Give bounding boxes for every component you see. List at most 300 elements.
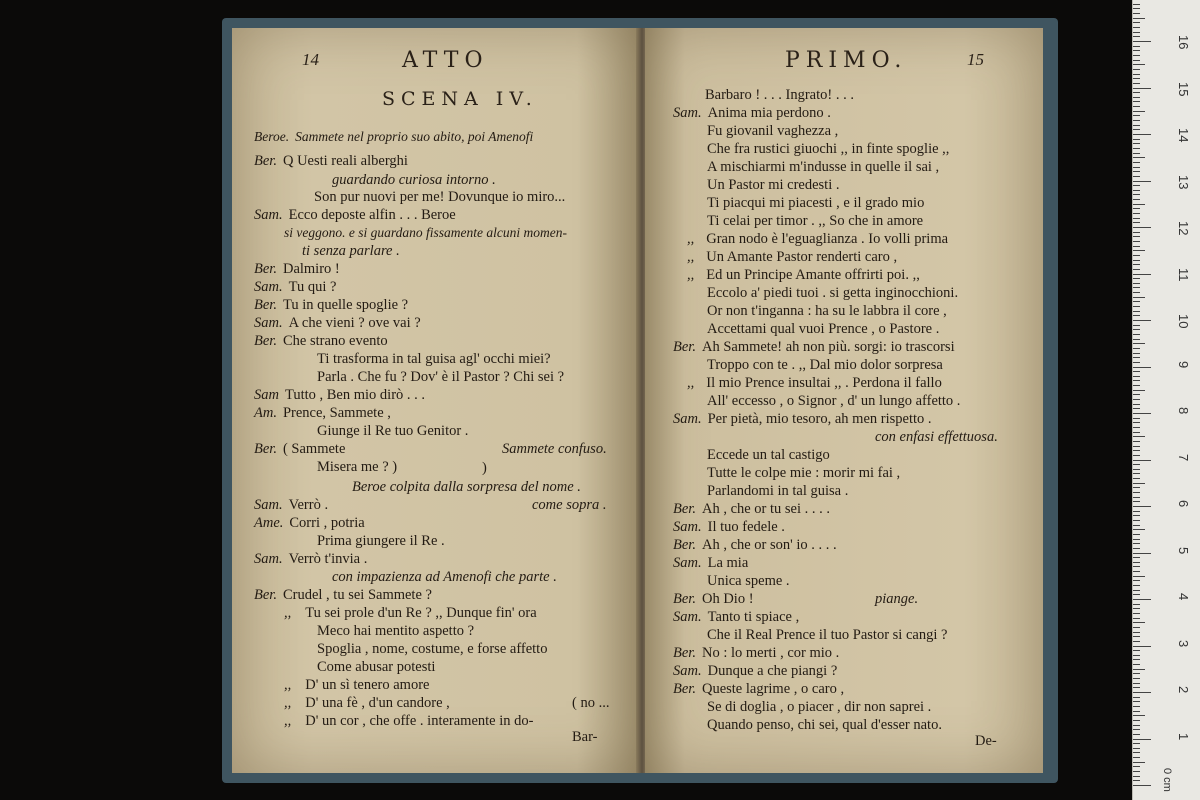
line-text: Che fra rustici giuochi ,, in finte spoglie ,, [707, 141, 950, 157]
line-text: Un Amante Pastor renderti caro , [706, 249, 898, 265]
line-text: Dunque a che piangi ? [707, 663, 838, 679]
text-line [254, 296, 408, 314]
line-text: Tu sei prole d'un Re ? ,, Dunque fin' ora [305, 605, 537, 621]
measuring-ruler [1132, 0, 1200, 800]
text-line [317, 350, 551, 368]
ruler-tick [1133, 367, 1151, 368]
ruler-tick [1133, 301, 1140, 302]
text-line [254, 128, 533, 146]
ruler-tick [1133, 311, 1140, 312]
ruler-tick [1133, 380, 1140, 381]
ruler-tick [1133, 8, 1140, 9]
ruler-tick [1133, 585, 1140, 586]
text-line [707, 212, 923, 230]
ruler-tick [1133, 757, 1140, 758]
text-line [572, 694, 609, 712]
ruler-tick [1133, 432, 1140, 433]
ruler-tick [1133, 153, 1140, 154]
line-text: Ed un Principe Amante offrirti poi. ,, [706, 267, 920, 283]
line-text: Anima mia perdono . [707, 105, 831, 121]
speaker-label: Beroe. [254, 129, 290, 144]
ruler-tick [1133, 27, 1140, 28]
line-text: Fu giovanil vaghezza , [707, 123, 839, 139]
text-line [302, 242, 400, 260]
text-line [572, 728, 597, 746]
ruler-tick [1133, 683, 1140, 684]
ruler-tick [1133, 487, 1140, 488]
ruler-number: 7 [1176, 453, 1191, 461]
ruler-tick [1133, 780, 1140, 781]
ruler-tick [1133, 194, 1140, 195]
ruler-tick [1133, 320, 1151, 321]
ruler-tick [1133, 283, 1140, 284]
line-text: Beroe colpita dalla sorpresa del nome . [352, 479, 581, 495]
text-line [532, 496, 607, 514]
ruler-tick [1133, 752, 1140, 753]
line-text: Verrò . [288, 497, 329, 513]
line-text: Come abusar potesti [317, 659, 436, 675]
line-text: Ti trasforma in tal guisa agl' occhi miei? [317, 351, 551, 367]
text-line [707, 176, 840, 194]
line-text: Un Pastor mi credesti . [707, 177, 840, 193]
speaker-label: Sam. [254, 497, 283, 513]
text-line [254, 586, 432, 604]
ruler-tick [1133, 222, 1140, 223]
line-text: Quando penso, chi sei, qual d'esser nato. [707, 717, 942, 733]
line-text: si veggono. e si guardano fissamente alcuni momen- [284, 225, 567, 240]
text-line [317, 368, 564, 386]
line-text: Meco hai mentito aspetto ? [317, 623, 475, 639]
speaker-label: Ber. [673, 339, 696, 355]
text-line [254, 278, 336, 296]
line-text: Ti celai per timor . ,, So che in amore [707, 213, 924, 229]
ruler-tick [1133, 297, 1145, 298]
speaker-label: ,, [687, 231, 695, 247]
ruler-tick [1133, 613, 1140, 614]
ruler-tick [1133, 436, 1145, 437]
line-text: con impazienza ad Amenofi che parte . [332, 569, 557, 585]
ruler-tick [1133, 697, 1140, 698]
speaker-label: Ber. [673, 537, 696, 553]
ruler-tick [1133, 74, 1140, 75]
text-line [673, 500, 830, 518]
ruler-number: 16 [1176, 35, 1191, 50]
ruler-tick [1133, 129, 1140, 130]
text-line [352, 478, 581, 496]
ruler-tick [1133, 766, 1140, 767]
text-line [707, 284, 958, 302]
ruler-tick [1133, 60, 1140, 61]
page-number-left: 14 [302, 50, 319, 69]
ruler-number: 5 [1176, 546, 1191, 554]
text-line [317, 422, 468, 440]
text-line [254, 206, 456, 224]
text-line [284, 694, 450, 712]
text-line [687, 374, 942, 392]
speaker-label: Sam. [673, 411, 702, 427]
text-line [673, 338, 955, 356]
speaker-label: Sam. [254, 315, 283, 331]
line-text: Sammete confuso. [502, 441, 607, 457]
ruler-tick [1133, 632, 1140, 633]
ruler-tick [1133, 706, 1140, 707]
ruler-tick [1133, 506, 1151, 507]
ruler-tick [1133, 743, 1140, 744]
ruler-tick [1133, 55, 1140, 56]
ruler-tick [1133, 464, 1140, 465]
ruler-tick [1133, 46, 1140, 47]
ruler-tick [1133, 446, 1140, 447]
ruler-tick [1133, 729, 1140, 730]
text-line [254, 386, 425, 404]
text-line [673, 590, 754, 608]
ruler-tick [1133, 734, 1140, 735]
text-line [707, 122, 838, 140]
line-text: Troppo con te . ,, Dal mio dolor sorpresa [707, 357, 943, 373]
line-text: ti senza parlare . [302, 243, 400, 259]
ruler-number: 9 [1176, 360, 1191, 368]
text-line [284, 224, 567, 242]
line-text: Che strano evento [282, 333, 388, 349]
ruler-tick [1133, 622, 1145, 623]
text-line [673, 104, 831, 122]
text-line [254, 440, 345, 458]
speaker-label: Ber. [254, 587, 277, 603]
ruler-tick [1133, 599, 1151, 600]
ruler-tick [1133, 580, 1140, 581]
ruler-tick [1133, 13, 1140, 14]
left-page [232, 28, 639, 773]
ruler-tick [1133, 539, 1140, 540]
ruler-tick [1133, 32, 1140, 33]
speaker-label: Ber. [254, 153, 277, 169]
ruler-tick [1133, 404, 1140, 405]
ruler-tick [1133, 348, 1140, 349]
ruler-tick [1133, 88, 1151, 89]
line-text: ( Sammete [282, 441, 346, 457]
line-text: A che vieni ? ove vai ? [288, 315, 421, 331]
text-line [707, 482, 848, 500]
page-number-right: 15 [967, 50, 984, 69]
line-text: Gran nodo è l'eguaglianza . Io volli prima [706, 231, 949, 247]
speaker-label: Ber. [673, 645, 696, 661]
ruler-tick [1133, 260, 1140, 261]
line-text: Ah , che or tu sei . . . . [701, 501, 831, 517]
line-text: Parla . Che fu ? Dov' è il Pastor ? Chi sei ? [317, 369, 565, 385]
ruler-tick [1133, 250, 1145, 251]
ruler-tick [1133, 557, 1140, 558]
text-line [707, 320, 939, 338]
ruler-number: 15 [1176, 81, 1191, 96]
ruler-number: 4 [1176, 593, 1191, 601]
ruler-tick [1133, 399, 1140, 400]
line-text: Il mio Prence insultai ,, . Perdona il fallo [706, 375, 942, 391]
ruler-tick [1133, 227, 1151, 228]
running-head-right: PRIMO. [785, 48, 908, 73]
ruler-tick [1133, 636, 1140, 637]
ruler-tick [1133, 371, 1140, 372]
text-line [707, 194, 924, 212]
ruler-tick [1133, 339, 1140, 340]
line-text: Se di doglia , o piacer , dir non saprei . [707, 699, 932, 715]
ruler-tick [1133, 566, 1140, 567]
text-line [875, 428, 998, 446]
ruler-tick [1133, 241, 1140, 242]
ruler-tick [1133, 520, 1140, 521]
line-text: All' eccesso , o Signor , d' un lungo affetto . [707, 393, 961, 409]
ruler-tick [1133, 162, 1140, 163]
line-text: La mia [707, 555, 749, 571]
text-line [254, 260, 340, 278]
ruler-tick [1133, 292, 1140, 293]
ruler-tick [1133, 427, 1140, 428]
ruler-tick [1133, 501, 1140, 502]
ruler-unit-label: 0 cm [1161, 768, 1173, 792]
ruler-tick [1133, 711, 1140, 712]
ruler-tick [1133, 264, 1140, 265]
line-text: Accettami qual vuoi Prence , o Pastore . [707, 321, 940, 337]
speaker-label: Ber. [673, 501, 696, 517]
text-line [673, 644, 839, 662]
ruler-tick [1133, 413, 1151, 414]
line-text: Son pur nuovi per me! Dovunque io miro... [314, 189, 566, 205]
ruler-tick [1133, 604, 1140, 605]
ruler-tick [1133, 199, 1140, 200]
text-line [673, 662, 837, 680]
line-text: Crudel , tu sei Sammete ? [282, 587, 432, 603]
line-text: Eccede un tal castigo [707, 447, 830, 463]
line-text: Tu qui ? [288, 279, 337, 295]
ruler-tick [1133, 120, 1140, 121]
line-text: D' un sì tenero amore [305, 677, 430, 693]
ruler-tick [1133, 50, 1140, 51]
ruler-tick [1133, 269, 1140, 270]
ruler-tick [1133, 739, 1151, 740]
speaker-label: ,, [687, 267, 695, 283]
text-line [673, 554, 748, 572]
ruler-tick [1133, 529, 1145, 530]
ruler-tick [1133, 143, 1140, 144]
text-line [707, 302, 947, 320]
ruler-tick [1133, 627, 1140, 628]
line-text: Oh Dio ! [701, 591, 754, 607]
text-line [707, 626, 947, 644]
ruler-tick [1133, 101, 1140, 102]
text-line [975, 732, 997, 750]
ruler-tick [1133, 325, 1140, 326]
ruler-tick [1133, 171, 1140, 172]
ruler-tick [1133, 418, 1140, 419]
text-line [254, 314, 421, 332]
ruler-tick [1133, 334, 1140, 335]
ruler-tick [1133, 594, 1140, 595]
ruler-tick [1133, 748, 1140, 749]
text-line [673, 518, 785, 536]
ruler-tick [1133, 97, 1140, 98]
text-line [707, 356, 943, 374]
ruler-tick [1133, 41, 1151, 42]
ruler-tick [1133, 18, 1145, 19]
ruler-tick [1133, 22, 1140, 23]
ruler-tick [1133, 669, 1145, 670]
line-text: Tu in quelle spoglie ? [282, 297, 409, 313]
text-line [707, 392, 960, 410]
ruler-tick [1133, 274, 1151, 275]
ruler-tick [1133, 390, 1145, 391]
line-text: Prence, Sammete , [282, 405, 391, 421]
speaker-label: Sam. [254, 279, 283, 295]
text-line [317, 640, 547, 658]
text-line [687, 230, 948, 248]
text-line [707, 716, 942, 734]
ruler-tick [1133, 362, 1140, 363]
text-line [707, 464, 900, 482]
ruler-number: 1 [1176, 732, 1191, 740]
line-text: Giunge il Re tuo Genitor . [317, 423, 469, 439]
ruler-number: 10 [1176, 314, 1191, 329]
ruler-tick [1133, 655, 1140, 656]
right-page [645, 28, 1043, 773]
text-line [284, 712, 533, 730]
ruler-tick [1133, 687, 1140, 688]
ruler-tick [1133, 692, 1151, 693]
ruler-tick [1133, 450, 1140, 451]
text-line [254, 332, 388, 350]
text-line [254, 152, 408, 170]
line-text: Parlandomi in tal guisa . [707, 483, 849, 499]
ruler-tick [1133, 548, 1140, 549]
line-text: Ah , che or son' io . . . . [701, 537, 837, 553]
ruler-tick [1133, 408, 1140, 409]
ruler-tick [1133, 785, 1151, 786]
ruler-tick [1133, 83, 1140, 84]
ruler-tick [1133, 701, 1140, 702]
line-text: Il tuo fedele . [707, 519, 785, 535]
text-line [875, 590, 918, 608]
ruler-tick [1133, 176, 1140, 177]
line-text: Dalmiro ! [282, 261, 340, 277]
line-text: con enfasi effettuosa. [875, 429, 998, 445]
ruler-tick [1133, 385, 1140, 386]
line-text: ) [482, 460, 487, 476]
speaker-label: ,, [284, 605, 292, 621]
line-text: Spoglia , nome, costume, e forse affetto [317, 641, 548, 657]
ruler-tick [1133, 343, 1145, 344]
text-line [254, 550, 367, 568]
ruler-tick [1133, 762, 1145, 763]
ruler-number: 2 [1176, 686, 1191, 694]
ruler-tick [1133, 236, 1140, 237]
ruler-tick [1133, 357, 1140, 358]
ruler-tick [1133, 213, 1140, 214]
line-text: Per pietà, mio tesoro, ah men rispetto . [707, 411, 932, 427]
text-line [707, 140, 949, 158]
ruler-tick [1133, 460, 1151, 461]
speaker-label: Sam. [673, 555, 702, 571]
line-text: Queste lagrime , o caro , [701, 681, 845, 697]
line-text: ( no ... [572, 695, 610, 711]
ruler-tick [1133, 134, 1151, 135]
ruler-tick [1133, 776, 1140, 777]
line-text: Che il Real Prence il tuo Pastor si cangi ? [707, 627, 948, 643]
speaker-label: Sam. [254, 551, 283, 567]
line-text: Q Uesti reali alberghi [282, 153, 408, 169]
ruler-tick [1133, 673, 1140, 674]
line-text: piange. [875, 591, 919, 607]
line-text: Ti piacqui mi piacesti , e il grado mio [707, 195, 925, 211]
ruler-tick [1133, 218, 1140, 219]
text-line [707, 572, 790, 590]
line-text: De- [975, 733, 997, 749]
line-text: guardando curiosa intorno . [332, 172, 496, 188]
ruler-tick [1133, 590, 1140, 591]
speaker-label: Sam. [254, 207, 283, 223]
ruler-tick [1133, 515, 1140, 516]
line-text: Or non t'inganna : ha su le labbra il core , [707, 303, 947, 319]
line-text: D' una fè , d'un candore , [305, 695, 450, 711]
ruler-tick [1133, 725, 1140, 726]
text-line [673, 680, 844, 698]
text-line [705, 86, 854, 104]
speaker-label: Ber. [673, 591, 696, 607]
text-line [673, 410, 932, 428]
speaker-label: Ber. [254, 297, 277, 313]
ruler-tick [1133, 125, 1140, 126]
ruler-tick [1133, 306, 1140, 307]
ruler-tick [1133, 525, 1140, 526]
ruler-tick [1133, 255, 1140, 256]
ruler-tick [1133, 315, 1140, 316]
ruler-number: 8 [1176, 407, 1191, 415]
ruler-tick [1133, 204, 1145, 205]
ruler-tick [1133, 278, 1140, 279]
ruler-tick [1133, 455, 1140, 456]
ruler-tick [1133, 511, 1140, 512]
ruler-number: 12 [1176, 221, 1191, 236]
speaker-label: ,, [687, 249, 695, 265]
ruler-tick [1133, 246, 1140, 247]
speaker-label: Sam. [673, 663, 702, 679]
speaker-label: Sam. [673, 519, 702, 535]
ruler-tick [1133, 69, 1140, 70]
speaker-label: ,, [284, 713, 292, 729]
ruler-tick [1133, 64, 1145, 65]
text-line [317, 532, 445, 550]
ruler-tick [1133, 543, 1140, 544]
ruler-tick [1133, 646, 1151, 647]
ruler-tick [1133, 553, 1151, 554]
speaker-label: Sam. [673, 105, 702, 121]
speaker-label: Sam. [673, 609, 702, 625]
line-text: Tanto ti spiace , [707, 609, 800, 625]
text-line [254, 514, 365, 532]
ruler-tick [1133, 185, 1140, 186]
speaker-label: Am. [254, 405, 277, 421]
text-line [254, 496, 328, 514]
line-text: come sopra . [532, 497, 607, 513]
ruler-tick [1133, 36, 1140, 37]
ruler-tick [1133, 353, 1140, 354]
ruler-tick [1133, 618, 1140, 619]
line-text: A mischiarmi m'indusse in quelle il sai , [707, 159, 940, 175]
text-line [673, 536, 837, 554]
ruler-tick [1133, 111, 1145, 112]
text-line [284, 676, 429, 694]
text-line [317, 458, 397, 476]
ruler-tick [1133, 148, 1140, 149]
ruler-number: 11 [1176, 267, 1191, 281]
ruler-tick [1133, 167, 1140, 168]
